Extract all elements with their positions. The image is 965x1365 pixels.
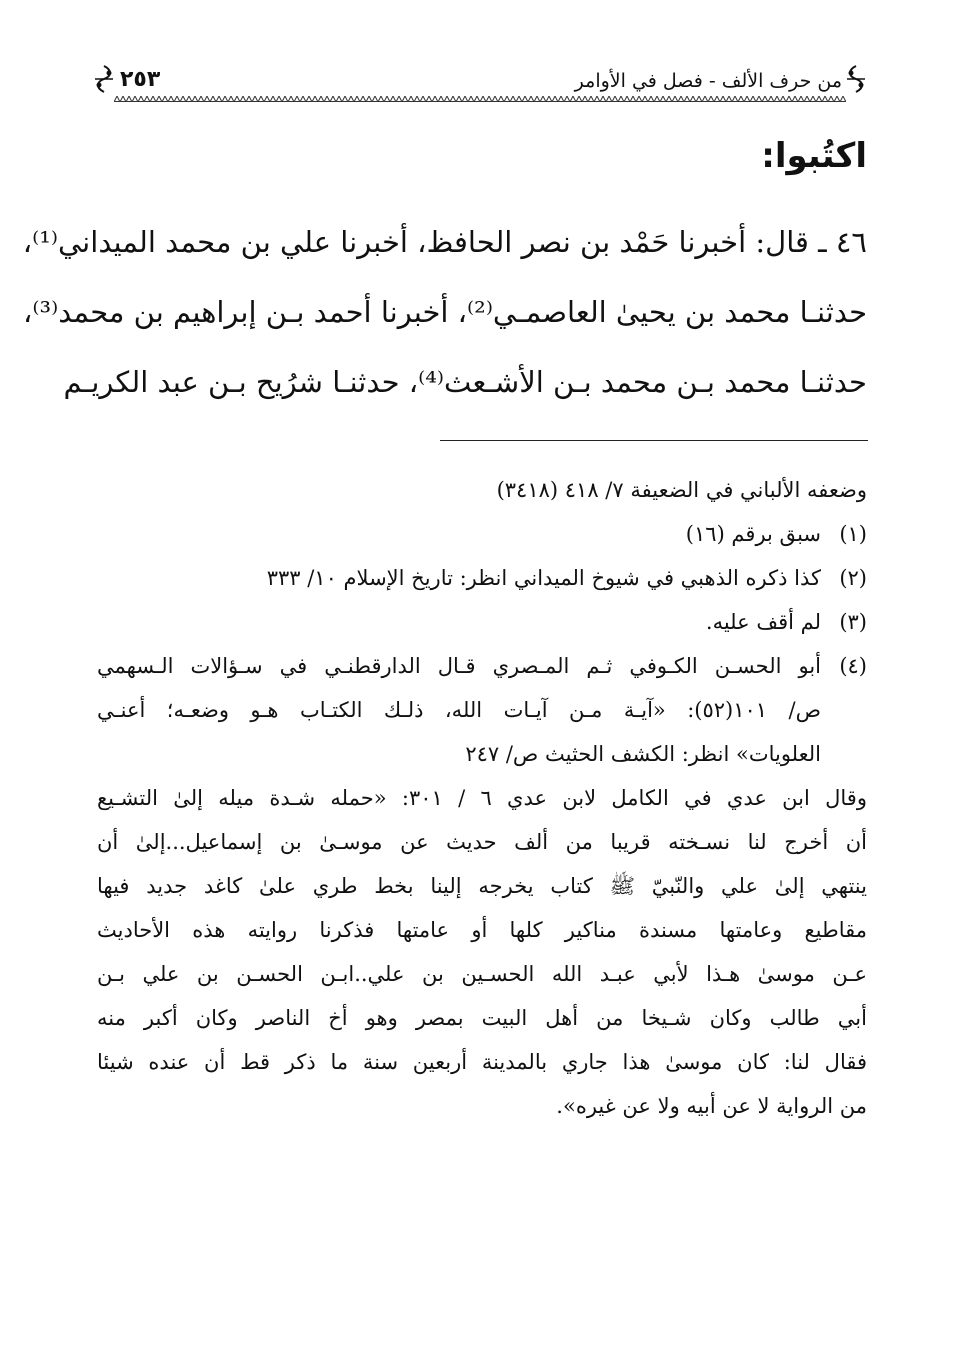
- page-number: ٢٥٣: [120, 67, 161, 92]
- page-header: [92, 56, 868, 102]
- footnote-line: وقال ابن عدي في الكامل لابن عدي ٦ / ٣٠١: «حمله شـدة ميله إلىٰ التشـيع: [97, 786, 867, 810]
- running-title: من حرف الألف - فصل في الأوامر: [574, 70, 842, 92]
- footnote-text: كذا ذكره الذهبي في شيوخ الميداني انظر: تاريخ الإسلام ١٠/ ٣٣٣: [266, 566, 821, 590]
- footnote-text: سبق برقم (١٦): [685, 522, 821, 546]
- footnote-separator: [440, 440, 868, 441]
- footnote-paragraph: [97, 778, 867, 1130]
- footnote-number: (٤): [839, 654, 867, 678]
- footnote-1: [97, 514, 867, 558]
- footnote-number: (٣): [839, 610, 867, 634]
- footnote-line: أن أخرج لنا نسـخته قريبا من ألف حديث عن موسـىٰ بن إسماعيل...إلىٰ أن: [97, 830, 867, 854]
- footnotes: [97, 470, 867, 1130]
- footnote-line: ينتهي إلىٰ علي والنّبيّ ﷺ كتاب يخرجه إلينا بخط طري علىٰ كاغد جديد فيها: [97, 874, 867, 898]
- footnote-line: عـن موسىٰ هـذا لأبي عبـد الله الحسـين بن علي..ابـن الحسـن بن علي بـن: [97, 962, 867, 986]
- footnote-line: فقال لنا: كان موسىٰ هذا جاري بالمدينة أربعين سنة ما ذكر قط أن عنده شيئا: [97, 1050, 867, 1074]
- footnote-text: لم أقف عليه.: [705, 610, 821, 634]
- footnote-number: (٢): [839, 566, 867, 590]
- footnote-line: من الرواية لا عن أبيه ولا عن غيره».: [556, 1094, 867, 1118]
- footnote-line: العلويات» انظر: الكشف الحثيث ص/ ٢٤٧: [465, 742, 821, 766]
- footnote-continuation: وضعفه الألباني في الضعيفة ٧/ ٤١٨ (٣٤١٨): [496, 478, 867, 502]
- ornament-left-icon: [92, 64, 116, 94]
- footnote-2: [97, 558, 867, 602]
- footnote-4: [97, 646, 867, 778]
- main-text-line: ٤٦ ـ قال: أخبرنا حَمْد بن نصر الحافظ، أخبرنا علي بن محمد الميداني⁽¹⁾،: [22, 225, 867, 259]
- footnote-text: أبو الحسـن الكـوفي ثـم المـصري قـال الدارقطنـي في سـؤالات الـسهمي: [97, 654, 821, 678]
- footnote-line: ص/ ١٠١(٥٢): «آيـة مـن آيـات الله، ذلـك الكتـاب هـو وضعـه؛ أعنـي: [97, 698, 821, 722]
- ornament-right-icon: [844, 64, 868, 94]
- footnote-3: [97, 602, 867, 646]
- footnote-line: أبي طالب وكان شـيخا من أهل البيت بمصر وهو أخ الناصر وكان أكبر منه: [97, 1006, 867, 1030]
- main-text-line: حدثنـا محمد بن يحيىٰ العاصمـي⁽²⁾، أخبرنا أحمد بـن إبراهيم بن محمد⁽³⁾،: [22, 295, 867, 329]
- footnote-number: (١): [839, 522, 867, 546]
- header-decorative-rule: [114, 96, 846, 102]
- footnote-line: [97, 646, 867, 690]
- section-heading: اكتُبوا:: [761, 136, 867, 176]
- footnote-line: مقاطيع وعامتها مسندة مناكير كلها أو عامتها فذكرنا روايته هذه الأحاديث: [97, 918, 867, 942]
- main-text-line: حدثنـا محمد بـن محمد بـن الأشـعث⁽⁴⁾، حدثنـا شرُيح بـن عبد الكريـم: [63, 365, 867, 399]
- main-text: [22, 213, 867, 423]
